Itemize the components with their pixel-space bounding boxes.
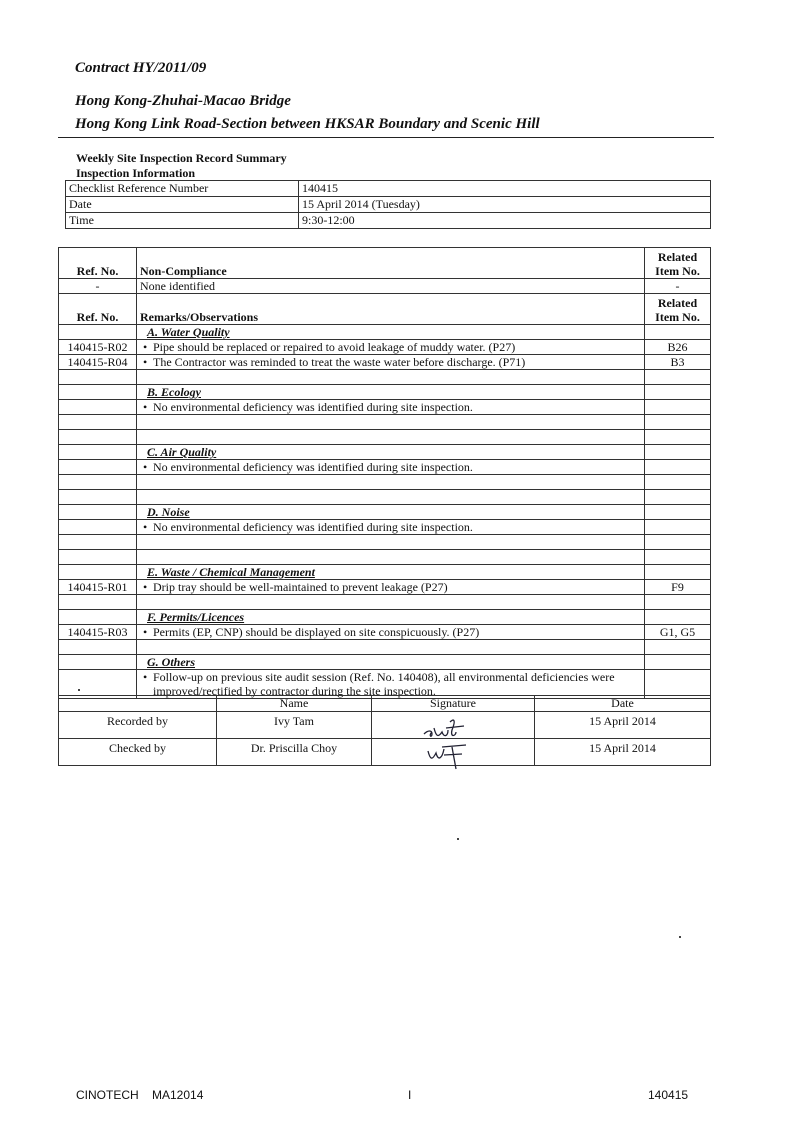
remark-cell bbox=[137, 625, 645, 640]
role-header bbox=[59, 696, 217, 712]
ref-cell bbox=[59, 520, 137, 535]
table-row bbox=[59, 355, 711, 370]
desc-cell: None identified bbox=[137, 279, 645, 294]
table-row bbox=[59, 400, 711, 415]
col-item-header-line1: Related bbox=[657, 296, 698, 310]
bullet-icon: • bbox=[143, 400, 148, 414]
spacer-row bbox=[59, 370, 711, 385]
ref-cell bbox=[59, 400, 137, 415]
project-title-line1: Hong Kong-Zhuhai-Macao Bridge bbox=[75, 93, 291, 109]
scan-speck bbox=[78, 689, 80, 691]
handwritten-signature bbox=[372, 731, 532, 771]
info-value: 140415 bbox=[299, 181, 711, 197]
category-row bbox=[59, 505, 711, 520]
col-item-header-line1: Related bbox=[657, 250, 698, 264]
remarks-header-row bbox=[59, 294, 711, 325]
scan-speck bbox=[679, 936, 681, 938]
category-row bbox=[59, 565, 711, 580]
contract-number: Contract HY/2011/09 bbox=[75, 60, 207, 76]
scan-speck bbox=[457, 838, 459, 840]
inspection-info-table bbox=[65, 180, 711, 229]
remark-text: No environmental deficiency was identified during site inspection. bbox=[153, 460, 473, 474]
col-item-header bbox=[645, 294, 711, 325]
col-ref-header: Ref. No. bbox=[59, 294, 137, 325]
info-label: Checklist Reference Number bbox=[66, 181, 299, 197]
category-row bbox=[59, 445, 711, 460]
col-item-header-line2: Item No. bbox=[655, 310, 700, 324]
category-row bbox=[59, 610, 711, 625]
item-cell bbox=[645, 520, 711, 535]
spacer-row bbox=[59, 640, 711, 655]
remark-cell bbox=[137, 460, 645, 475]
category-row bbox=[59, 325, 711, 340]
bullet-icon: • bbox=[143, 340, 148, 354]
name-cell: Ivy Tam bbox=[217, 712, 372, 739]
bullet-icon: • bbox=[143, 520, 148, 534]
category-row bbox=[59, 655, 711, 670]
info-value: 9:30-12:00 bbox=[299, 213, 711, 229]
footer-doc-code: MA12014 bbox=[152, 1088, 204, 1102]
remark-text: Permits (EP, CNP) should be displayed on site conspicuously. (P27) bbox=[153, 625, 480, 639]
spacer-row bbox=[59, 415, 711, 430]
name-header: Name bbox=[217, 696, 372, 712]
info-row bbox=[66, 197, 711, 213]
name-cell: Dr. Priscilla Choy bbox=[217, 739, 372, 766]
info-label: Time bbox=[66, 213, 299, 229]
noncompliance-header-row bbox=[59, 248, 711, 279]
item-cell: G1, G5 bbox=[645, 625, 711, 640]
remark-text: Follow-up on previous site audit session (Ref. No. 140408), all environmental deficiencies were improved/rectified by contractor during the site inspection. bbox=[153, 670, 615, 698]
remark-text: Drip tray should be well-maintained to prevent leakage (P27) bbox=[153, 580, 448, 594]
table-row bbox=[59, 279, 711, 294]
spacer-row bbox=[59, 595, 711, 610]
remark-cell bbox=[137, 400, 645, 415]
category-title: F. Permits/Licences bbox=[137, 610, 645, 625]
bullet-icon: • bbox=[143, 355, 148, 369]
col-noncompliance-header: Non-Compliance bbox=[137, 248, 645, 279]
signature-header: Signature bbox=[372, 696, 535, 712]
col-item-header bbox=[645, 248, 711, 279]
table-row bbox=[59, 460, 711, 475]
remark-text: No environmental deficiency was identified during site inspection. bbox=[153, 400, 473, 414]
item-cell: - bbox=[645, 279, 711, 294]
findings-table bbox=[58, 247, 711, 699]
summary-title: Weekly Site Inspection Record Summary bbox=[76, 151, 287, 165]
inspection-info-title: Inspection Information bbox=[76, 166, 196, 180]
item-cell bbox=[645, 460, 711, 475]
date-cell: 15 April 2014 bbox=[535, 712, 711, 739]
bullet-icon: • bbox=[143, 625, 148, 639]
category-title: E. Waste / Chemical Management bbox=[137, 565, 645, 580]
role-cell: Recorded by bbox=[59, 712, 217, 739]
date-cell: 15 April 2014 bbox=[535, 739, 711, 766]
info-row bbox=[66, 181, 711, 197]
ref-cell: 140415-R04 bbox=[59, 355, 137, 370]
spacer-row bbox=[59, 475, 711, 490]
col-ref-header: Ref. No. bbox=[59, 248, 137, 279]
spacer-row bbox=[59, 535, 711, 550]
category-title: A. Water Quality bbox=[137, 325, 645, 340]
category-title: B. Ecology bbox=[137, 385, 645, 400]
footer-ref: 140415 bbox=[648, 1088, 689, 1102]
remark-cell bbox=[137, 580, 645, 595]
table-row bbox=[59, 580, 711, 595]
remark-cell bbox=[137, 340, 645, 355]
ref-cell: 140415-R02 bbox=[59, 340, 137, 355]
signoff-table bbox=[58, 695, 711, 766]
col-item-header-line2: Item No. bbox=[655, 264, 700, 278]
info-row bbox=[66, 213, 711, 229]
category-title: G. Others bbox=[137, 655, 645, 670]
spacer-row bbox=[59, 430, 711, 445]
col-remarks-header: Remarks/Observations bbox=[137, 294, 645, 325]
spacer-row bbox=[59, 550, 711, 565]
info-label: Date bbox=[66, 197, 299, 213]
remark-text: Pipe should be replaced or repaired to avoid leakage of muddy water. (P27) bbox=[153, 340, 516, 354]
bullet-icon: • bbox=[143, 460, 148, 474]
item-cell bbox=[645, 400, 711, 415]
category-title: D. Noise bbox=[137, 505, 645, 520]
ref-cell: 140415-R01 bbox=[59, 580, 137, 595]
signature-cell bbox=[372, 739, 535, 766]
item-cell: B26 bbox=[645, 340, 711, 355]
footer-company: CINOTECH bbox=[76, 1088, 139, 1102]
header-rule bbox=[58, 137, 714, 138]
ref-cell bbox=[59, 460, 137, 475]
signoff-row bbox=[59, 739, 711, 766]
ref-cell: - bbox=[59, 279, 137, 294]
spacer-row bbox=[59, 490, 711, 505]
ref-cell: 140415-R03 bbox=[59, 625, 137, 640]
project-title-line2: Hong Kong Link Road-Section between HKSAR Boundary and Scenic Hill bbox=[75, 116, 540, 132]
footer-page-number: I bbox=[408, 1088, 412, 1102]
date-header: Date bbox=[535, 696, 711, 712]
info-value: 15 April 2014 (Tuesday) bbox=[299, 197, 711, 213]
table-row bbox=[59, 340, 711, 355]
bullet-icon: • bbox=[143, 580, 148, 594]
category-title: C. Air Quality bbox=[137, 445, 645, 460]
table-row bbox=[59, 520, 711, 535]
remark-cell bbox=[137, 355, 645, 370]
remark-text: No environmental deficiency was identified during site inspection. bbox=[153, 520, 473, 534]
remark-cell bbox=[137, 520, 645, 535]
table-row bbox=[59, 625, 711, 640]
item-cell: B3 bbox=[645, 355, 711, 370]
item-cell: F9 bbox=[645, 580, 711, 595]
bullet-icon: • bbox=[143, 670, 148, 684]
category-row bbox=[59, 385, 711, 400]
remark-text: The Contractor was reminded to treat the waste water before discharge. (P71) bbox=[153, 355, 526, 369]
role-cell: Checked by bbox=[59, 739, 217, 766]
